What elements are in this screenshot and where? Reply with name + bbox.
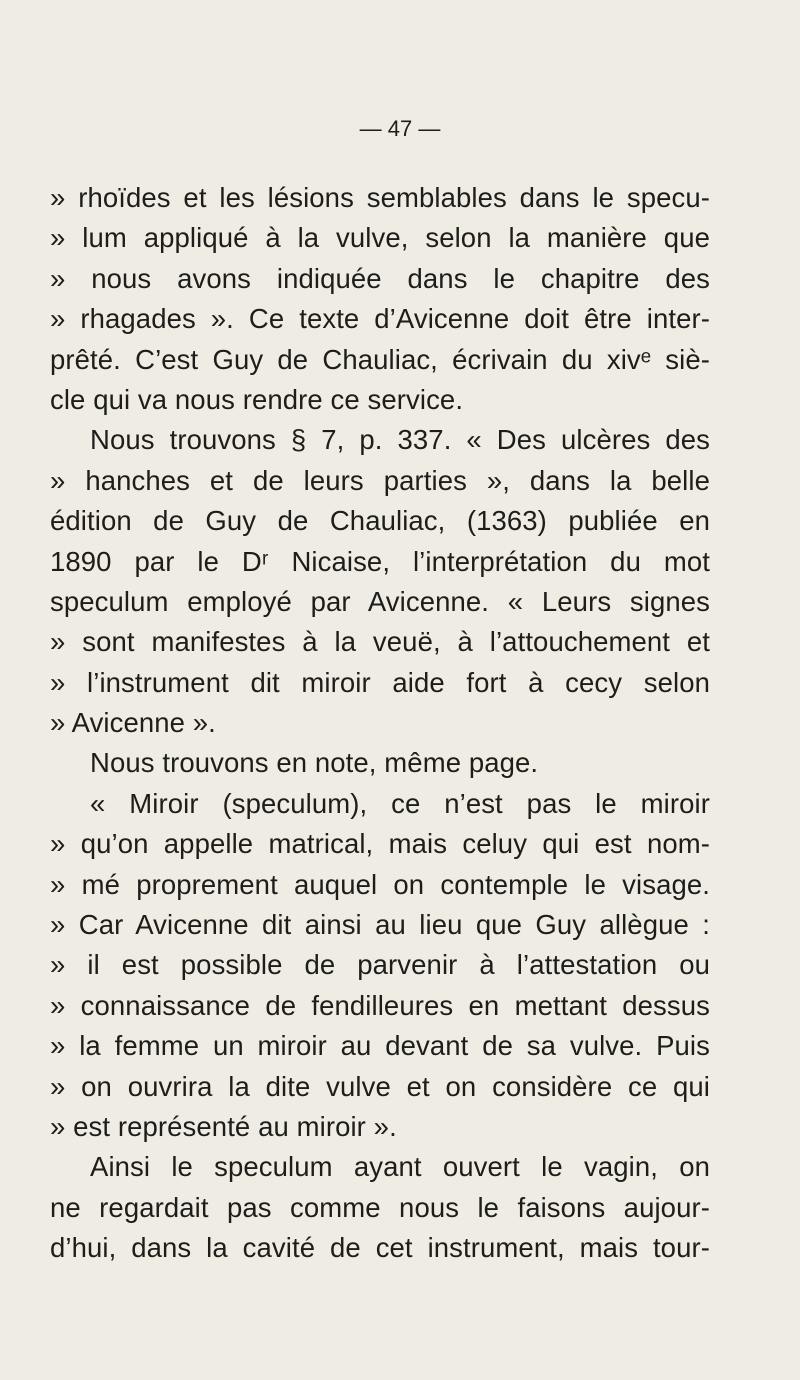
text-line: » on ouvrira la dite vulve et on considère ce qui: [50, 1070, 710, 1102]
text-line: « Miroir (speculum), ce n’est pas le miroir: [90, 787, 710, 819]
text-line: prêté. C’est Guy de Chauliac, écrivain du xivᵉ siè-: [50, 343, 710, 375]
text-line: » mé proprement auquel on contemple le visage.: [50, 868, 710, 900]
text-line: » nous avons indiquée dans le chapitre des: [50, 262, 710, 294]
text-line: édition de Guy de Chauliac, (1363) publiée en: [50, 505, 710, 537]
text-line: » lum appliqué à la vulve, selon la manière que: [50, 222, 710, 254]
text-line: » hanches et de leurs parties », dans la belle: [50, 464, 710, 496]
text-line: » est représenté au miroir ».: [50, 1110, 397, 1142]
text-line: d’hui, dans la cavité de cet instrument, mais tour-: [50, 1232, 710, 1264]
text-line: » connaissance de fendilleures en mettant dessus: [50, 989, 710, 1021]
text-line: » rhagades ». Ce texte d’Avicenne doit être inter-: [50, 303, 710, 335]
text-line: » qu’on appelle matrical, mais celuy qui est nom-: [50, 828, 710, 860]
text-line: » Car Avicenne dit ainsi au lieu que Guy allègue :: [50, 909, 710, 941]
body-text: [50, 178, 710, 1269]
text-line: Nous trouvons en note, même page.: [90, 747, 539, 779]
text-line: ne regardait pas comme nous le faisons aujour-: [50, 1191, 710, 1223]
text-line: Nous trouvons § 7, p. 337. « Des ulcères des: [90, 424, 710, 456]
text-line: » l’instrument dit miroir aide fort à cecy selon: [50, 666, 710, 698]
text-line: » rhoïdes et les lésions semblables dans le specu-: [50, 182, 710, 213]
text-line: 1890 par le Dʳ Nicaise, l’interprétation du mot: [50, 545, 710, 577]
text-line: » il est possible de parvenir à l’attestation ou: [50, 949, 710, 981]
text-line: speculum employé par Avicenne. « Leurs signes: [50, 585, 710, 617]
text-line: » Avicenne ».: [50, 707, 216, 739]
text-line: » sont manifestes à la veuë, à l’attouchement et: [50, 626, 710, 658]
page-number: — 47 —: [359, 116, 441, 141]
text-line: » la femme un miroir au devant de sa vulve. Puis: [50, 1030, 710, 1062]
text-line: Ainsi le speculum ayant ouvert le vagin, on: [90, 1151, 710, 1183]
text-line: cle qui va nous rendre ce service.: [50, 383, 464, 415]
